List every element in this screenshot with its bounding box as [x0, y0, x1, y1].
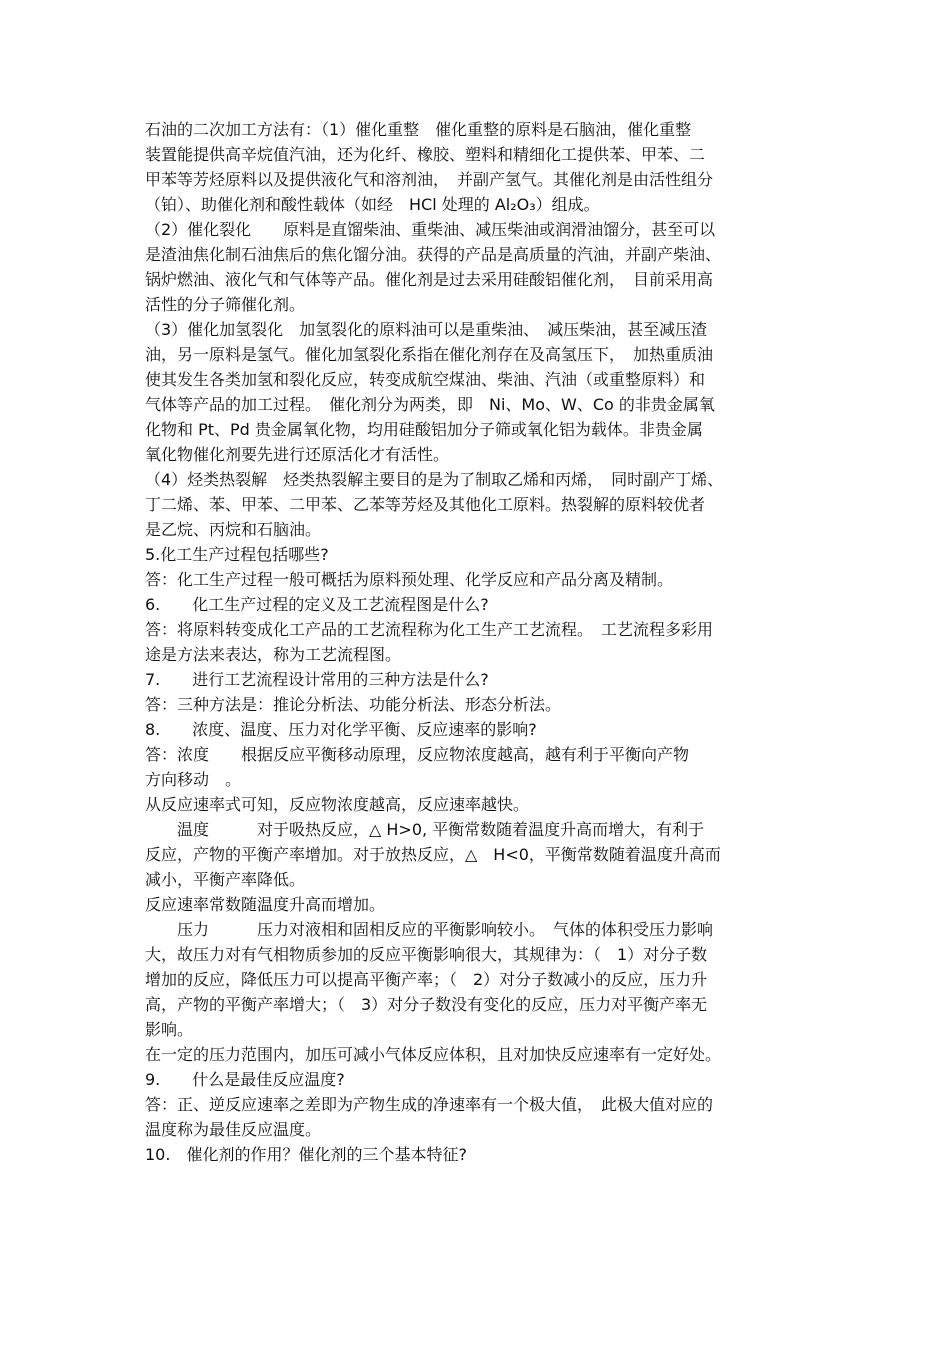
text-line: 使其发生各类加氢和裂化反应，转变成航空煤油、柴油、汽油（或重整原料）和	[145, 370, 706, 389]
text-line: 氧化物催化剂要先进行还原活化才有活性。	[145, 445, 450, 464]
text-line: 反应，产物的平衡产率增加。对于放热反应，△ H<0，平衡常数随着温度升高而	[145, 845, 721, 864]
text-line: 从反应速率式可知，反应物浓度越高，反应速率越快。	[145, 795, 530, 814]
text-line: 方向移动 。	[145, 770, 242, 789]
text-line: （2）催化裂化 原料是直馏柴油、重柴油、减压柴油或润滑油馏分，甚至可以	[145, 220, 716, 239]
text-line: 甲苯等芳烃原料以及提供液化气和溶剂油， 并副产氢气。其催化剂是由活性组分	[145, 170, 714, 189]
text-line: 石油的二次加工方法有：（1）催化重整 催化重整的原料是石脑油，催化重整	[145, 120, 692, 139]
text-line: 增加的反应，降低压力可以提高平衡产率；（ 2）对分子数减小的反应，压力升	[145, 970, 708, 989]
text-line: 压力 压力对液相和固相反应的平衡影响较小。 气体的体积受压力影响	[145, 920, 714, 939]
text-line: 影响。	[145, 1020, 194, 1039]
text-line: 高，产物的平衡产率增大；（ 3）对分子数没有变化的反应，压力对平衡产率无	[145, 995, 708, 1014]
text-line: （铂）、助催化剂和酸性载体（如经 HCl 处理的 Al₂O₃）组成。	[145, 195, 600, 214]
text-line: 化物和 Pt、Pd 贵金属氧化物，均用硅酸铝加分子筛或氧化铝为载体。非贵金属	[145, 420, 703, 439]
text-line: 反应速率常数随温度升高而增加。	[145, 895, 386, 914]
answer-line: 答：浓度 根据反应平衡移动原理，反应物浓度越高，越有利于平衡向产物	[145, 745, 690, 764]
question-heading: 7. 进行工艺流程设计常用的三种方法是什么?	[145, 670, 489, 689]
question-heading: 5.化工生产过程包括哪些?	[145, 545, 329, 564]
question-heading: 9. 什么是最佳反应温度?	[145, 1070, 345, 1089]
text-line: 减小，平衡产率降低。	[145, 870, 306, 889]
text-line: 是乙烷、丙烷和石脑油。	[145, 520, 322, 539]
text-line: 活性的分子筛催化剂。	[145, 295, 306, 314]
text-line: 温度 对于吸热反应，△ H>0, 平衡常数随着温度升高而增大，有利于	[145, 820, 705, 839]
answer-line: 答：正、逆反应速率之差即为产物生成的净速率有一个极大值， 此极大值对应的	[145, 1095, 714, 1114]
text-line: 大，故压力对有气相物质参加的反应平衡影响很大，其规律为：（ 1）对分子数	[145, 945, 708, 964]
answer-line: 答：三种方法是：推论分析法、功能分析法、形态分析法。	[145, 695, 562, 714]
text-line: 锅炉燃油、液化气和气体等产品。催化剂是过去采用硅酸铝催化剂， 目前采用高	[145, 270, 714, 289]
text-line: （3）催化加氢裂化 加氢裂化的原料油可以是重柴油、 减压柴油，甚至减压渣	[145, 320, 708, 339]
answer-line: 答：化工生产过程一般可概括为原料预处理、化学反应和产品分离及精制。	[145, 570, 674, 589]
text-line: 油，另一原料是氢气。催化加氢裂化系指在催化剂存在及高氢压下， 加热重质油	[145, 345, 714, 364]
text-line: 气体等产品的加工过程。 催化剂分为两类，即 Ni、Mo、W、Co 的非贵金属氧	[145, 395, 715, 414]
text-line: （4）烃类热裂解 烃类热裂解主要目的是为了制取乙烯和丙烯， 同时副产丁烯、	[145, 470, 724, 489]
answer-line: 答：将原料转变成化工产品的工艺流程称为化工生产工艺流程。 工艺流程多彩用	[145, 620, 714, 639]
text-line: 是渣油焦化制石油焦后的焦化馏分油。获得的产品是高质量的汽油，并副产柴油、	[145, 245, 722, 264]
text-line: 装置能提供高辛烷值汽油，还为化纤、橡胶、塑料和精细化工提供苯、甲苯、二	[145, 145, 706, 164]
question-heading: 6. 化工生产过程的定义及工艺流程图是什么?	[145, 595, 489, 614]
text-line: 途是方法来表达，称为工艺流程图。	[145, 645, 402, 664]
question-heading: 8. 浓度、温度、压力对化学平衡、反应速率的影响?	[145, 720, 537, 739]
text-line: 温度称为最佳反应温度。	[145, 1120, 322, 1139]
text-line: 在一定的压力范围内，加压可减小气体反应体积，且对加快反应速率有一定好处。	[145, 1045, 722, 1064]
question-heading: 10. 催化剂的作用？催化剂的三个基本特征?	[145, 1145, 467, 1164]
text-line: 丁二烯、苯、甲苯、二甲苯、乙苯等芳烃及其他化工原料。热裂解的原料较优者	[145, 495, 706, 514]
